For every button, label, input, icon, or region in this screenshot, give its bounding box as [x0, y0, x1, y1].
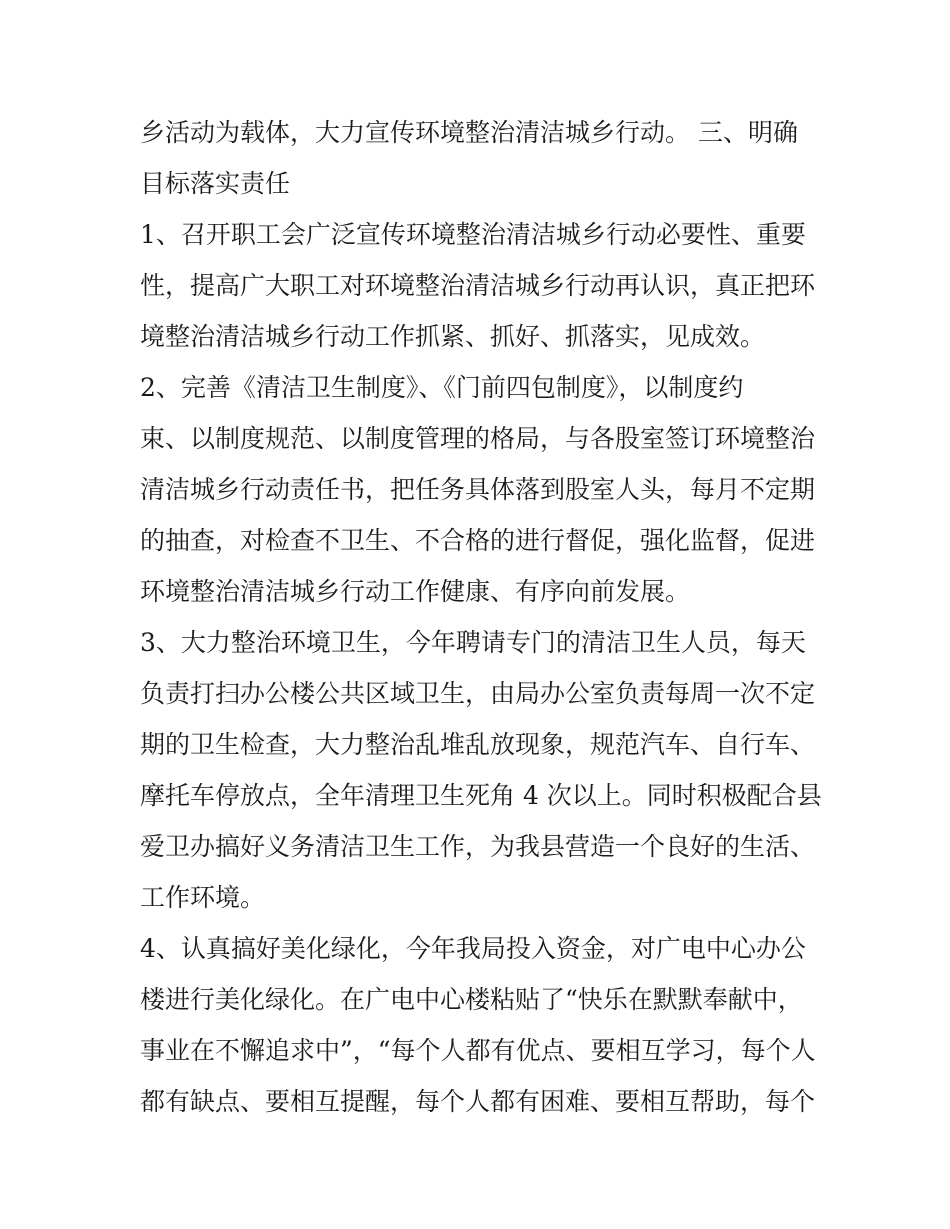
text-line: 工作环境。: [140, 883, 266, 912]
text-line: 束、以制度规范、以制度管理的格局，与各股室签订环境整治: [140, 424, 816, 453]
text-line: 的抽查，对检查不卫生、不合格的进行督促，强化监督，促进: [140, 526, 816, 555]
text-line: 期的卫生检查，大力整治乱堆乱放现象，规范汽车、自行车、: [140, 730, 816, 759]
text-line: 境整治清洁城乡行动工作抓紧、抓好、抓落实，见成效。: [140, 322, 766, 351]
text-line: 摩托车停放点，全年清理卫生死角 4 次以上。同时积极配合县: [140, 781, 822, 810]
text-line: 清洁城乡行动责任书，把任务具体落到股室人头，每月不定期: [140, 475, 816, 504]
text-line: 环境整治清洁城乡行动工作健康、有序向前发展。: [140, 577, 691, 606]
text-line: 目标落实责任: [140, 169, 291, 198]
text-line: 都有缺点、要相互提醒，每个人都有困难、要相互帮助，每个: [140, 1087, 816, 1116]
text-line: 爱卫办搞好义务清洁卫生工作，为我县营造一个良好的生活、: [140, 832, 816, 861]
text-line: 4、认真搞好美化绿化，今年我局投入资金，对广电中心办公: [140, 934, 806, 963]
text-line: 乡活动为载体，大力宣传环境整治清洁城乡行动。 三、明确: [140, 118, 798, 147]
document-body: [140, 107, 840, 1127]
text-line: 1、召开职工会广泛宣传环境整治清洁城乡行动必要性、重要: [140, 220, 806, 249]
text-line: 负责打扫办公楼公共区域卫生，由局办公室负责每周一次不定: [140, 679, 816, 708]
text-line: 事业在不懈追求中”，“每个人都有优点、要相互学习，每个人: [140, 1036, 816, 1065]
text-line: 2、完善《清洁卫生制度》、《门前四包制度》，以制度约: [140, 373, 744, 402]
text-line: 3、大力整治环境卫生，今年聘请专门的清洁卫生人员，每天: [140, 628, 806, 657]
text-line: 楼进行美化绿化。在广电中心楼粘贴了“快乐在默默奉献中，: [140, 985, 803, 1014]
text-line: 性，提高广大职工对环境整治清洁城乡行动再认识，真正把环: [140, 271, 816, 300]
